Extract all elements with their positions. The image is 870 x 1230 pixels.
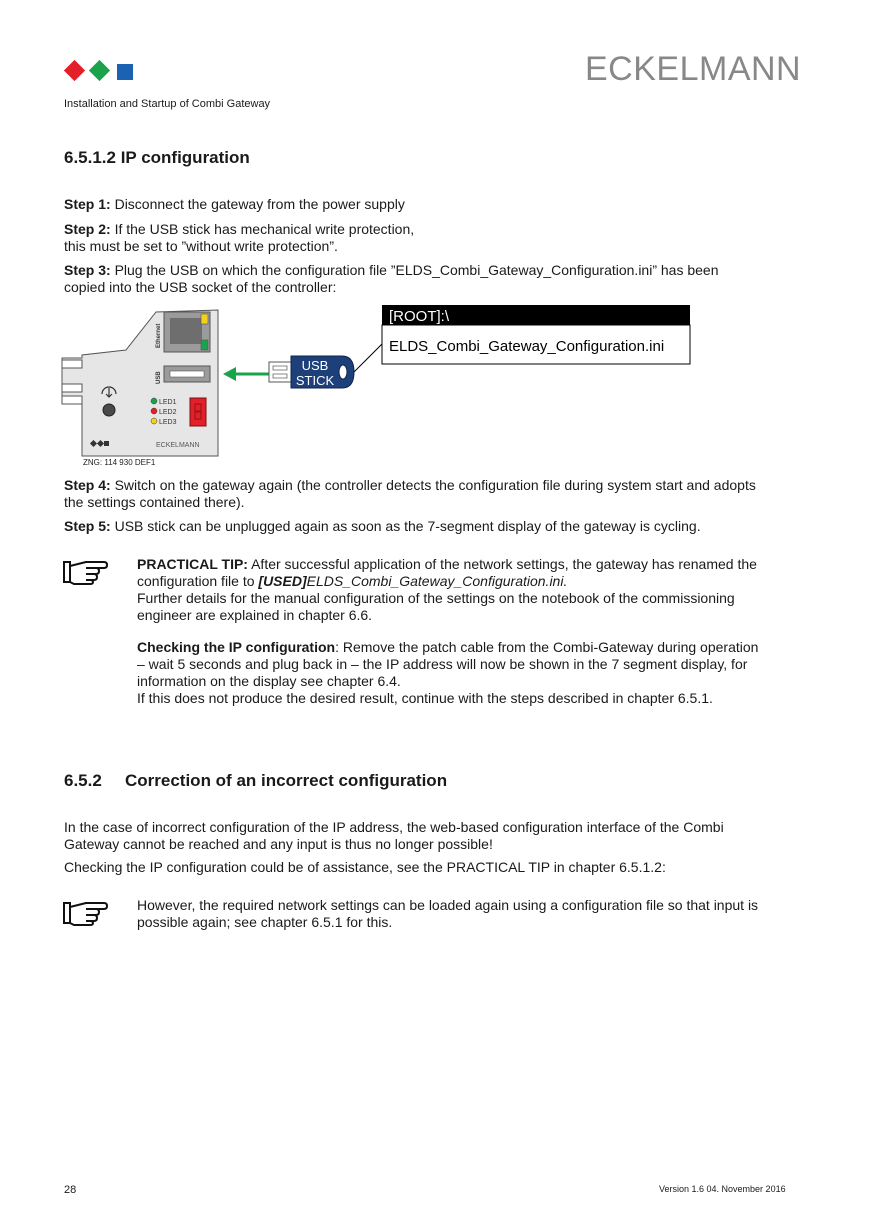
- section-number-6-5-2: 6.5.2: [64, 771, 102, 790]
- connector-top: [62, 360, 82, 368]
- step-4-line-2: the settings contained there).: [64, 494, 245, 510]
- step-5-label: Step 5:: [64, 518, 111, 534]
- usb-stick-label-line-1: USB: [301, 358, 329, 373]
- connector-mid: [62, 384, 82, 392]
- brand-name: ECKELMANN: [585, 50, 802, 88]
- step-5-text: USB stick can be unplugged again as soon as the 7-segment display of the gateway is cycling.: [110, 518, 701, 534]
- usb-label: USB: [156, 371, 162, 384]
- led1-label: LED1: [159, 399, 177, 406]
- practical-tip-line-1: After successful application of the network settings, the gateway has renamed the: [247, 556, 757, 572]
- checking-ip-line-1: : Remove the patch cable from the Combi-Gateway during operation: [335, 639, 759, 655]
- ethernet-label: Ethernet: [156, 323, 162, 348]
- ethernet-socket: [170, 318, 202, 344]
- pointing-hand-icon-2: [62, 899, 108, 927]
- led2-dot: [151, 408, 157, 414]
- led3-label: LED3: [159, 419, 177, 426]
- practical-tip-label: PRACTICAL TIP:: [137, 556, 248, 572]
- drawing-number: ZNG: 114 930 DEF1: [83, 458, 156, 467]
- usb-stick-label-line-2: STICK: [295, 373, 335, 388]
- tip-2-line-1: However, the required network settings can be loaded again using a configuration file so that input is: [137, 897, 759, 913]
- correction-paragraph-2: Checking the IP configuration could be of assistance, see the PRACTICAL TIP in chapter 6.5.1.2:: [64, 859, 666, 875]
- step-3-label: Step 3:: [64, 262, 111, 278]
- step-3-line-1: Plug the USB on which the configuration file ”ELDS_Combi_Gateway_Configuration.ini” has been: [110, 262, 719, 278]
- checking-ip-line-3: information on the display see chapter 6.4.: [137, 673, 401, 689]
- step-4-line-1: Switch on the gateway again (the controller detects the configuration file during system start and adopts: [110, 477, 756, 493]
- step-4-label: Step 4:: [64, 477, 111, 493]
- page-number: 28: [64, 1184, 77, 1196]
- step-4: [64, 477, 756, 511]
- step-1-label: Step 1:: [64, 196, 111, 212]
- correction-paragraph-1-line-1: In the case of incorrect configuration of the IP address, the web-based configuration interface of the Combi: [64, 819, 724, 835]
- step-2: [64, 221, 414, 255]
- usb-stick-plug: [269, 362, 291, 382]
- checking-ip-block: [137, 639, 758, 707]
- reset-button: [103, 404, 115, 416]
- root-label: [ROOT]:\: [389, 308, 449, 325]
- usb-slot: [170, 371, 204, 377]
- practical-tip-block: [137, 556, 757, 624]
- connector-bottom: [62, 396, 82, 404]
- usb-stick-diagram: [60, 300, 700, 470]
- step-3: [64, 262, 718, 296]
- step-2-line-1: If the USB stick has mechanical write protection,: [110, 221, 415, 237]
- checking-ip-label: Checking the IP configuration: [137, 639, 336, 655]
- pointing-hand-icon: [62, 558, 108, 586]
- ethernet-led-yellow: [201, 314, 208, 324]
- practical-tip-line-2-prefix: configuration file to: [137, 573, 259, 589]
- step-1: [64, 196, 405, 213]
- checking-ip-line-4: If this does not produce the desired result, continue with the steps described in chapter 6.5.1.: [137, 690, 713, 706]
- callout-line: [354, 344, 382, 372]
- led2-label: LED2: [159, 409, 177, 416]
- step-3-line-2: copied into the USB socket of the controller:: [64, 279, 337, 295]
- version-date: Version 1.6 04. November 2016: [659, 1184, 786, 1194]
- section-heading-correction: Correction of an incorrect configuration: [125, 771, 448, 790]
- used-filename: ELDS_Combi_Gateway_Configuration.ini.: [306, 573, 568, 589]
- led3-dot: [151, 418, 157, 424]
- practical-tip-line-4: engineer are explained in chapter 6.6.: [137, 607, 373, 623]
- tip-2-block: [137, 897, 758, 931]
- insert-arrow-head: [223, 367, 236, 381]
- step-5: [64, 518, 701, 535]
- step-2-line-2: this must be set to ”without write protection”.: [64, 238, 338, 254]
- step-2-label: Step 2:: [64, 221, 111, 237]
- correction-paragraph-1: [64, 819, 724, 853]
- step-1-text: Disconnect the gateway from the power supply: [110, 196, 405, 212]
- company-logo: [64, 59, 136, 83]
- practical-tip-line-3: Further details for the manual configuration of the settings on the notebook of the commissioning: [137, 590, 735, 606]
- checking-ip-line-2: – wait 5 seconds and plug back in – the IP address will now be shown in the 7 segment display, for: [137, 656, 748, 672]
- led1-dot: [151, 398, 157, 404]
- correction-paragraph-1-line-2: Gateway cannot be reached and any input is thus no longer possible!: [64, 836, 493, 852]
- document-subtitle: Installation and Startup of Combi Gateway: [64, 98, 271, 110]
- ethernet-led-green: [201, 340, 208, 350]
- device-brand-label: ECKELMANN: [156, 442, 200, 449]
- section-heading-ip-configuration: 6.5.1.2 IP configuration: [64, 148, 250, 167]
- used-prefix: [USED]: [258, 573, 307, 589]
- tip-2-line-2: possible again; see chapter 6.5.1 for this.: [137, 914, 393, 930]
- file-name-label: ELDS_Combi_Gateway_Configuration.ini: [389, 338, 665, 355]
